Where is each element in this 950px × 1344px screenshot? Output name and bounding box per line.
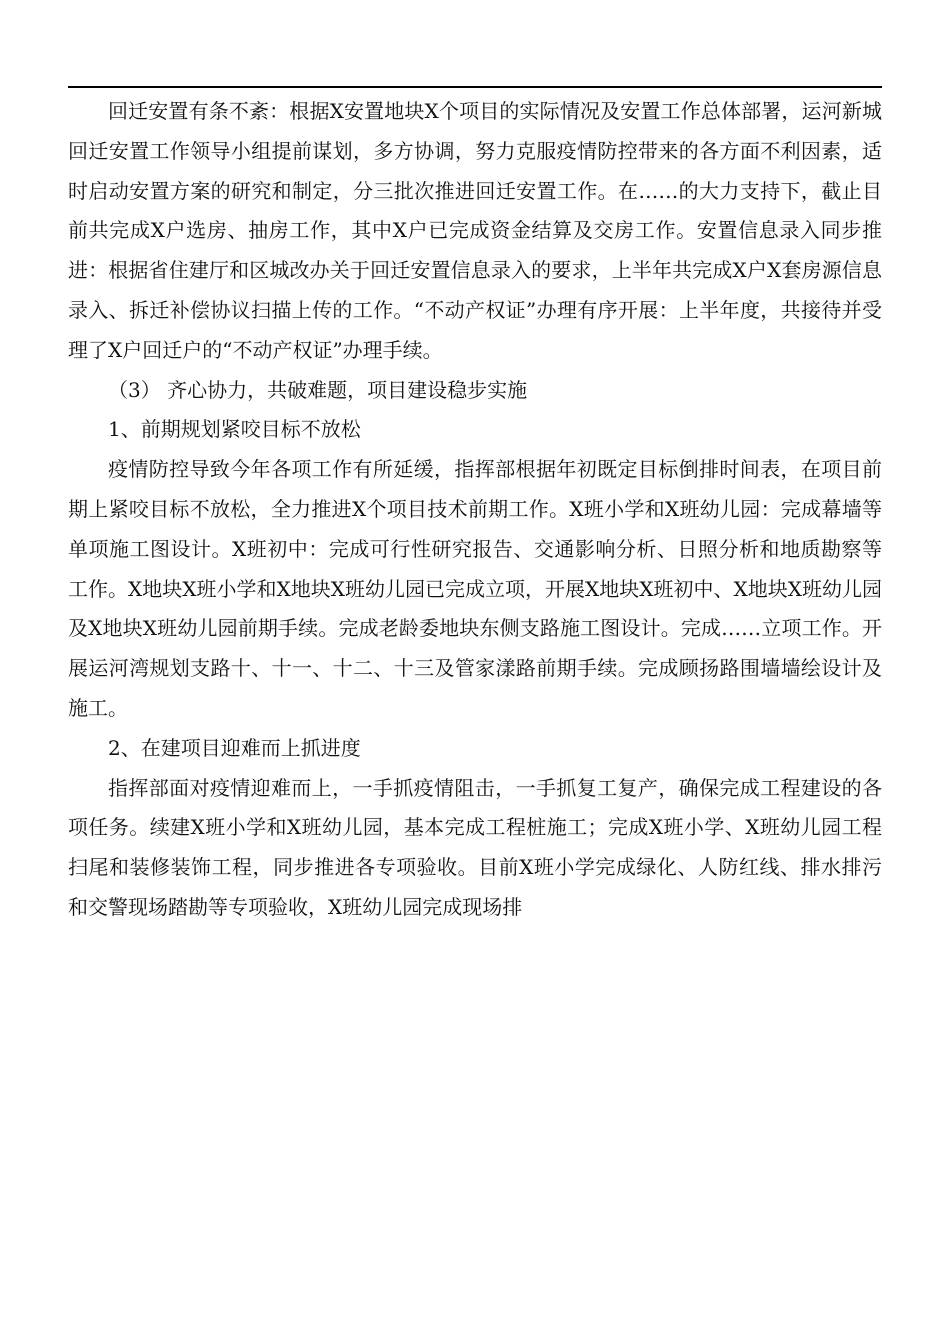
subheading-1: 1、前期规划紧咬目标不放松 bbox=[108, 417, 361, 442]
paragraph-planning: 疫情防控导致今年各项工作有所延缓，指挥部根据年初既定目标倒排时间表，在项目前期上紧咬目标不放松，全力推进X个项目技术前期工作。X班小学和X班幼儿园：完成幕墙等单项施工图设计。X班初中：完成可行性研究报告、交通影响分析、日照分析和地质勘察等工作。X地块X班小学和X地块X班幼儿园已完成立项，开展X地块X班初中、X地块X班幼儿园及X地块X班幼儿园前期手续。完成老龄委地块东侧支路施工图设计。完成……立项工作。开展运河湾规划支路十、十一、十二、十三及管家漾路前期手续。完成顾扬路围墙墙绘设计及施工。 bbox=[68, 457, 882, 720]
header-rule bbox=[68, 86, 882, 88]
section-heading-3: （3） 齐心协力，共破难题，项目建设稳步实施 bbox=[108, 377, 528, 402]
subheading-2: 2、在建项目迎难而上抓进度 bbox=[108, 735, 361, 760]
document-body bbox=[68, 92, 882, 928]
paragraph-resettlement: 回迁安置有条不紊：根据X安置地块X个项目的实际情况及安置工作总体部署，运河新城回迁安置工作领导小组提前谋划，多方协调，努力克服疫情防控带来的各方面不利因素，适时启动安置方案的研究和制定，分三批次推进回迁安置工作。在……的大力支持下，截止目前共完成X户选房、抽房工作，其中X户已完成资金结算及交房工作。安置信息录入同步推进：根据省住建厅和区城改办关于回迁安置信息录入的要求，上半年共完成X户X套房源信息录入、拆迁补偿协议扫描上传的工作。“不动产权证”办理有序开展：上半年度，共接待并受理了X户回迁户的“不动产权证”办理手续。 bbox=[68, 99, 882, 362]
paragraph-construction: 指挥部面对疫情迎难而上，一手抓疫情阻击，一手抓复工复产，确保完成工程建设的各项任务。续建X班小学和X班幼儿园，基本完成工程桩施工；完成X班小学、X班幼儿园工程扫尾和装修装饰工程，同步推进各专项验收。目前X班小学完成绿化、人防红线、排水排污和交警现场踏勘等专项验收，X班幼儿园完成现场排 bbox=[68, 775, 882, 919]
